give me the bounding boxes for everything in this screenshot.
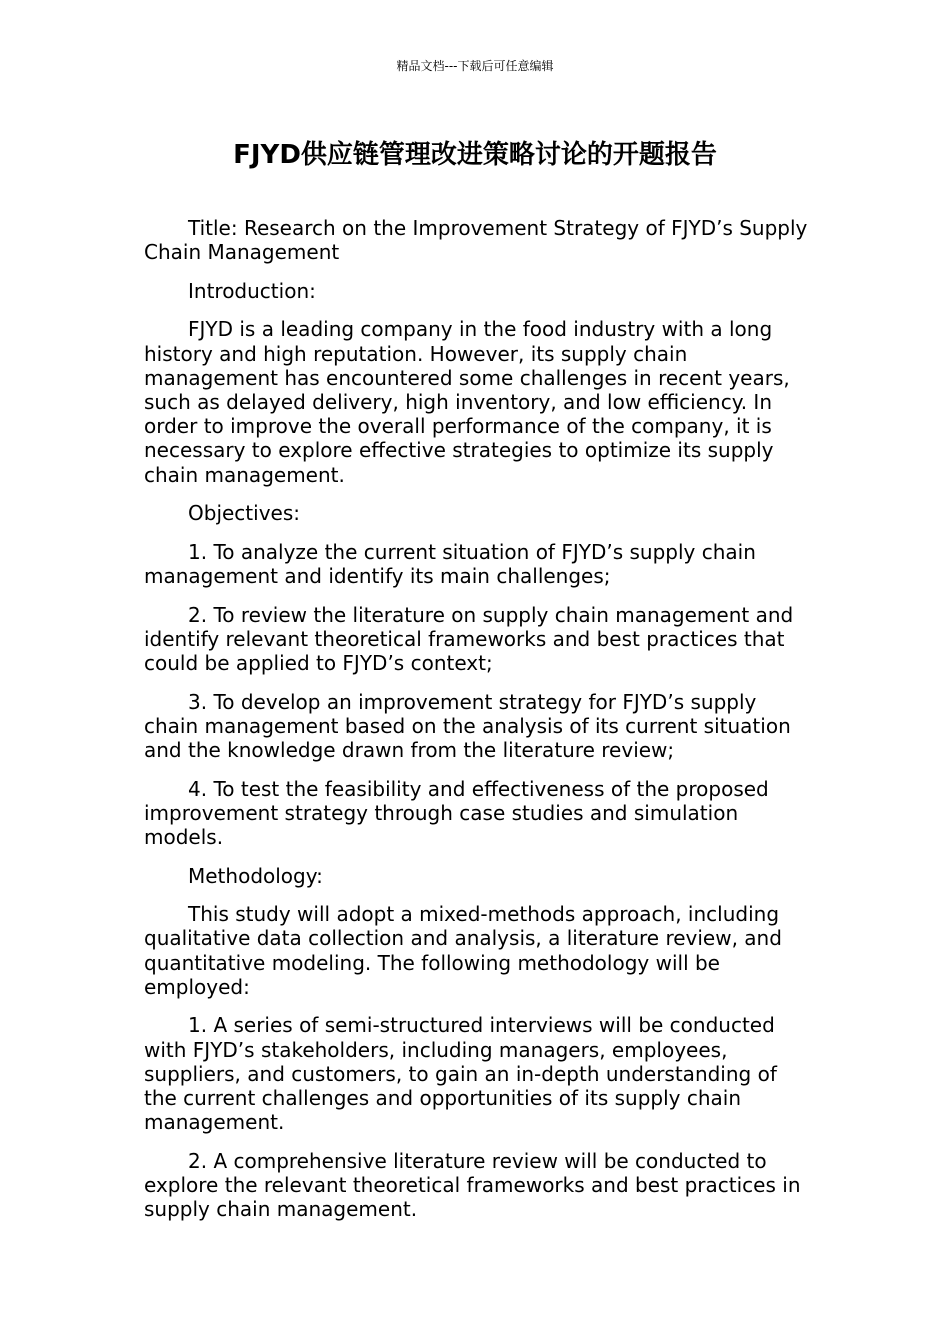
paragraph-introduction: FJYD is a leading company in the food industry with a long history and high reputation. However, its supply chain management has encountered some challenges in recent years, such as delayed delivery, high inventory, and low efficiency. In order to improve the overall performance of the company, it is necessary to explore effective strategies to optimize its supply chain management. (144, 317, 790, 487)
paragraph-methodology: This study will adopt a mixed-methods approach, including qualitative data collection and analysis, a literature review, and quantitative modeling. The following methodology will be employed: (144, 902, 782, 999)
paragraph-title-line: Title: Research on the Improvement Strategy of FJYD’s Supply Chain Management (144, 216, 808, 265)
heading-objectives: Objectives: (188, 501, 300, 526)
document-title: FJYD供应链管理改进策略讨论的开题报告 (233, 140, 717, 170)
methodology-item: 1. A series of semi-structured interviews will be conducted with FJYD’s stakeholders, including managers, employees, suppliers, and customers, to gain an in-depth understanding of the current challenges and opportunities of its supply chain management. (144, 1013, 777, 1135)
heading-methodology: Methodology: (188, 863, 323, 888)
objective-item: 2. To review the literature on supply chain management and identify relevant theoretical frameworks and best practices that could be applied to FJYD’s context; (144, 602, 794, 675)
objective-item: 3. To develop an improvement strategy for FJYD’s supply chain management based on the analysis of its current situation and the knowledge drawn from the literature review; (144, 689, 791, 762)
heading-introduction: Introduction: (188, 278, 316, 303)
objective-item: 4. To test the feasibility and effectiveness of the proposed improvement strategy through case studies and simulation models. (144, 776, 769, 849)
header-note: 精品文档---下载后可任意编辑 (396, 59, 554, 73)
objective-item: 1. To analyze the current situation of FJYD’s supply chain management and identify its main challenges; (144, 539, 756, 588)
document-body (144, 216, 808, 1236)
methodology-item: 2. A comprehensive literature review will be conducted to explore the relevant theoretical frameworks and best practices in supply chain management. (144, 1148, 801, 1222)
